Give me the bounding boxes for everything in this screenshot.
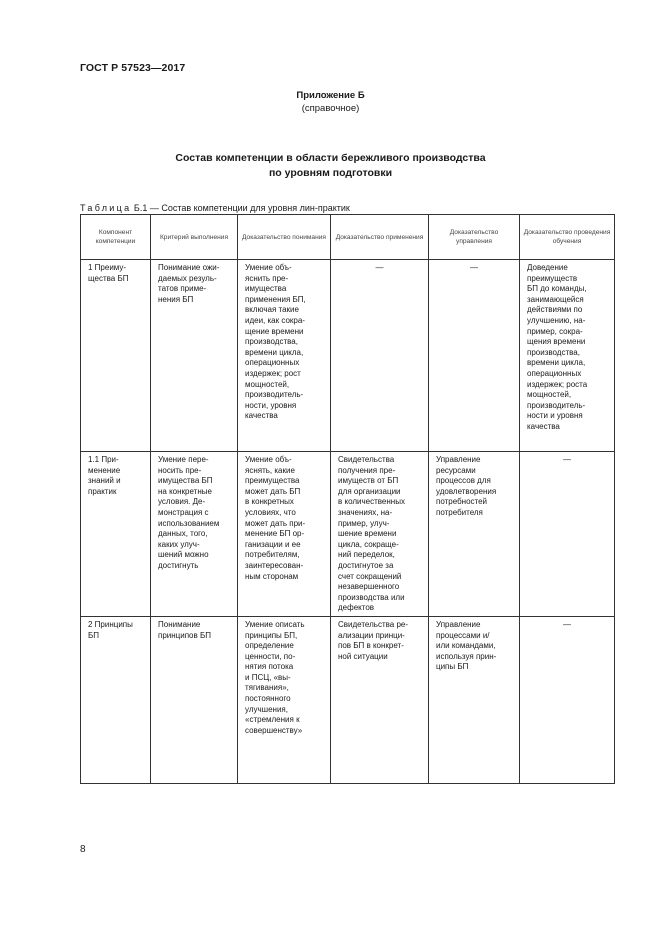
table-header-row (81, 215, 615, 260)
competence-table (80, 214, 615, 784)
column-header: Доказательство управления (429, 215, 520, 260)
table-cell: Доведение преимуществ БП до команды, занимающейся действиями по улучшению, на- пример, сокра- щения времени производства, времени цикла, операционных издержек; роста мощностей, производитель- ности и уровня качества (520, 260, 615, 452)
document-code: ГОСТ Р 57523—2017 (80, 62, 186, 74)
table-cell: Умение объ- яснить пре- имущества применения БП, включая такие идеи, как сокра- щение времени производства, времени цикла, операционных издержек; рост мощностей, производитель- ности, уровня качества (238, 260, 331, 452)
table-cell: Управление процессами и/ или командами, используя прин- ципы БП (429, 616, 520, 783)
table-cell: — (429, 260, 520, 452)
column-header: Доказательство применения (331, 215, 429, 260)
table-cell: 1.1 При- менение знаний и практик (81, 452, 151, 617)
appendix-subtitle: (справочное) (301, 103, 360, 114)
column-header: Компонент компетенции (81, 215, 151, 260)
column-header: Критерий выполнения (151, 215, 238, 260)
table-cell: 1 Преиму- щества БП (81, 260, 151, 452)
table-cell: Свидетельства получения пре- имуществ от БП для организации в количественных значениях, на- пример, улуч- шение времени цикла, сокраще- ний переделок, достигнутое за счет сокращений незавершенного производства или дефектов (331, 452, 429, 617)
table-cell: Умение описать принципы БП, определение ценности, по- нятия потока и ПСЦ, «вы- тягивания», постоянного улучшения, «стремления к совершенству» (238, 616, 331, 783)
table-row (81, 260, 615, 452)
table-caption-label: Таблица (80, 203, 132, 213)
table-cell: Умение пере- носить пре- имущества БП на конкретные условия. Де- монстрация с использованием данных, того, каких улуч- шений можно достигнуть (151, 452, 238, 617)
table-row (81, 452, 615, 617)
column-header: Доказательство проведения обучения (520, 215, 615, 260)
column-header: Доказательство понимания (238, 215, 331, 260)
table-cell: — (520, 452, 615, 617)
table-caption (80, 203, 350, 213)
appendix-title: Приложение Б (296, 90, 365, 101)
table-cell: Умение объ- яснять, какие преимущества может дать БП в конкретных условиях, что может дать при- менение БП ор- ганизации и ее потребителям, заинтересован- ным сторонам (238, 452, 331, 617)
table-caption-number: Б.1 (133, 203, 148, 213)
table-row (81, 616, 615, 783)
table-caption-text: — Состав компетенции для уровня лин-практик (147, 203, 350, 213)
table-cell: Понимание принципов БП (151, 616, 238, 783)
table-cell: Свидетельства ре- ализации принци- пов БП в конкрет- ной ситуации (331, 616, 429, 783)
page-number: 8 (80, 844, 86, 855)
section-heading-line-1: Состав компетенции в области бережливого производства (175, 152, 486, 164)
table-cell: — (520, 616, 615, 783)
section-heading (0, 151, 661, 181)
table-cell: 2 Принципы БП (81, 616, 151, 783)
section-heading-line-2: по уровням подготовки (268, 167, 393, 179)
table-cell: — (331, 260, 429, 452)
appendix-block (0, 89, 661, 115)
table-cell: Управление ресурсами процессов для удовлетворения потребностей потребителя (429, 452, 520, 617)
table-cell: Понимание ожи- даемых резуль- татов приме- нения БП (151, 260, 238, 452)
